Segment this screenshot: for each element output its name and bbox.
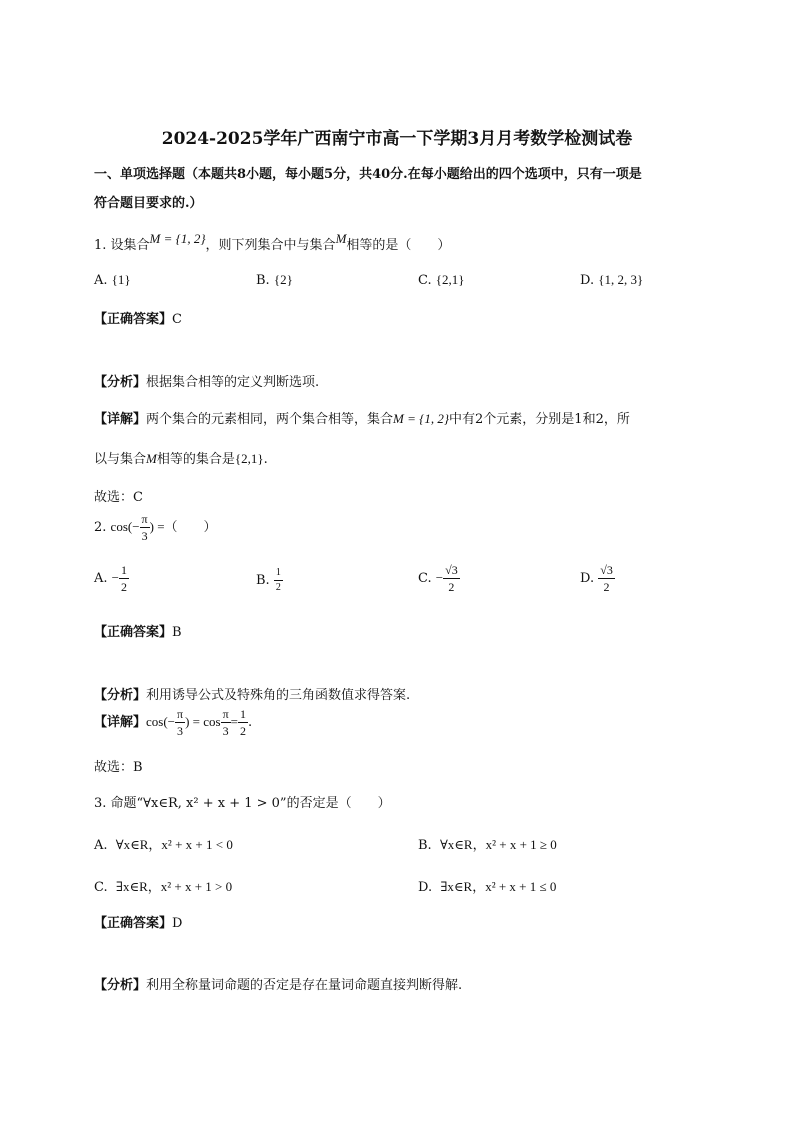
q3-option-a-text: ∀x∈R，x² + x + 1 < 0 [115, 837, 233, 852]
q2-stem-end: （ ） [164, 520, 217, 535]
q2-detail-label: 【详解】 [94, 715, 147, 730]
q2-option-b-den: 2 [275, 582, 281, 593]
q2-option-a-fraction [119, 564, 129, 593]
q1-stem-prefix: 1. 设集合 [94, 238, 150, 253]
q2-option-d [580, 564, 615, 593]
q1-option-b-text: {2} [273, 272, 293, 287]
q2-detail-frac2-num: π [222, 707, 229, 721]
q3-option-b [418, 834, 557, 853]
q2-option-c-label: C. [418, 571, 432, 586]
q1-option-c [418, 272, 465, 288]
q2-stem-func: cos(− [110, 519, 140, 534]
q3-option-c-text: ∃x∈R，x² + x + 1 > 0 [115, 879, 233, 894]
q1-detail2-text-b: 相等的集合是 [156, 452, 235, 467]
q2-option-b [256, 568, 283, 593]
q2-detail-mid: ) = cos [185, 714, 221, 729]
q2-detail-frac3-den: 2 [239, 724, 246, 738]
q1-analysis-text: 根据集合相等的定义判断选项. [146, 375, 320, 390]
q2-option-d-fraction [598, 564, 615, 593]
q2-option-d-den: 2 [598, 578, 615, 593]
q2-stem-frac-num: π [141, 512, 148, 526]
q1-option-b-label: B. [256, 273, 270, 288]
q1-detail-text-a: 两个集合的元素相同，两个集合相等，集合 [146, 412, 394, 427]
question-1-stem [94, 231, 451, 253]
q1-detail-line1 [94, 408, 630, 427]
q2-option-a-sign: − [111, 570, 120, 585]
q1-detail-line2 [94, 448, 268, 467]
q2-option-b-fraction [274, 568, 283, 593]
q2-option-b-label: B. [256, 573, 270, 588]
q2-option-d-label: D. [580, 571, 595, 586]
q2-detail-frac2-den: 3 [221, 722, 231, 737]
q2-option-c-sign: − [435, 570, 444, 585]
q3-option-c-label: C. [94, 880, 108, 895]
q2-answer [94, 621, 182, 640]
q2-choose: 故选：B [94, 760, 143, 775]
section-header-line1: 一、单项选择题（本题共8小题，每小题5分，共40分.在每小题给出的四个选项中，只有一项是 [94, 167, 642, 182]
q3-answer [94, 912, 182, 931]
q2-option-c-fraction [443, 564, 460, 593]
q2-option-d-num: √3 [600, 563, 613, 577]
q2-analysis [94, 684, 410, 703]
q3-analysis-label: 【分析】 [94, 978, 147, 993]
q2-detail-frac3 [238, 708, 248, 737]
q2-detail-frac1-den: 3 [175, 722, 185, 737]
q2-option-c [418, 564, 460, 593]
q2-stem-frac-den: 3 [140, 527, 150, 542]
q2-detail-func: cos(− [146, 714, 176, 729]
q2-answer-value: B [172, 625, 182, 640]
q1-answer [94, 308, 182, 327]
q1-stem-var: M [335, 231, 347, 246]
q1-detail2-text-a: 以与集合 [94, 452, 147, 467]
q2-option-c-den: 2 [443, 578, 460, 593]
q3-option-d [418, 876, 556, 895]
question-2-stem [94, 513, 217, 542]
q2-analysis-text: 利用诱导公式及特殊角的三角函数值求得答案. [146, 688, 411, 703]
q2-detail-frac1-num: π [177, 707, 184, 721]
q2-option-a-label: A. [94, 571, 108, 586]
q3-option-b-text: ∀x∈R，x² + x + 1 ≥ 0 [439, 837, 557, 852]
q1-detail2-var: M [146, 451, 157, 466]
q3-option-c [94, 876, 232, 895]
q1-option-b [256, 272, 293, 288]
q3-option-a [94, 834, 233, 853]
q2-option-c-num: √3 [445, 563, 458, 577]
q1-detail-label: 【详解】 [94, 412, 147, 427]
q2-stem-close: ) = [149, 519, 165, 534]
q3-answer-label: 【正确答案】 [94, 916, 173, 931]
q2-option-a-num: 1 [121, 563, 128, 577]
q1-detail2-end: . [263, 452, 268, 467]
q2-detail-frac2 [221, 708, 231, 737]
q1-stem-end: 相等的是（ ） [346, 238, 451, 253]
q1-option-c-label: C. [418, 273, 432, 288]
q1-option-a-label: A. [94, 273, 108, 288]
q1-option-d [580, 272, 643, 288]
q1-option-d-text: {1, 2, 3} [598, 272, 644, 287]
q1-detail2-math: {2,1} [234, 451, 264, 466]
q3-option-d-label: D. [418, 880, 433, 895]
q1-analysis-label: 【分析】 [94, 375, 147, 390]
q1-option-a-text: {1} [111, 272, 131, 287]
q2-option-a-den: 2 [121, 580, 128, 594]
q1-choose: 故选：C [94, 490, 143, 505]
document-title: 2024-2025学年广西南宁市高一下学期3月月考数学检测试卷 [161, 129, 633, 149]
q2-option-a [94, 564, 129, 593]
q1-option-a [94, 272, 131, 288]
q2-analysis-label: 【分析】 [94, 688, 147, 703]
q2-stem-fraction [140, 513, 150, 542]
q3-option-b-label: B. [418, 838, 432, 853]
q1-stem-suffix: ，则下列集合中与集合 [205, 238, 336, 253]
q1-detail-text-b: 中有2个元素，分别是1和2，所 [449, 412, 630, 427]
q3-option-a-label: A. [94, 838, 108, 853]
q3-analysis [94, 974, 462, 993]
q2-detail-frac1 [175, 708, 185, 737]
q2-detail-frac3-num: 1 [239, 707, 246, 721]
section-header-line2: 符合题目要求的.） [94, 196, 203, 211]
q2-detail-end: . [247, 715, 253, 730]
q1-stem-math: M = {1, 2} [149, 231, 206, 246]
q1-analysis [94, 371, 319, 390]
q2-stem-prefix: 2. [94, 520, 107, 535]
q1-answer-value: C [172, 312, 182, 327]
q1-option-d-label: D. [580, 273, 595, 288]
q2-option-b-num: 1 [275, 567, 281, 578]
q1-option-c-text: {2,1} [435, 272, 465, 287]
question-3-stem: 3. 命题“∀x∈R, x² + x + 1 > 0”的否定是（ ） [94, 796, 391, 811]
q1-detail-math: M = {1, 2} [393, 411, 450, 426]
q3-answer-value: D [172, 916, 183, 931]
q2-detail-eq: = [230, 714, 238, 729]
q3-analysis-text: 利用全称量词命题的否定是存在量词命题直接判断得解. [146, 978, 463, 993]
q1-answer-label: 【正确答案】 [94, 312, 173, 327]
q3-option-d-text: ∃x∈R，x² + x + 1 ≤ 0 [440, 879, 557, 894]
q2-detail [94, 708, 252, 737]
q2-answer-label: 【正确答案】 [94, 625, 173, 640]
